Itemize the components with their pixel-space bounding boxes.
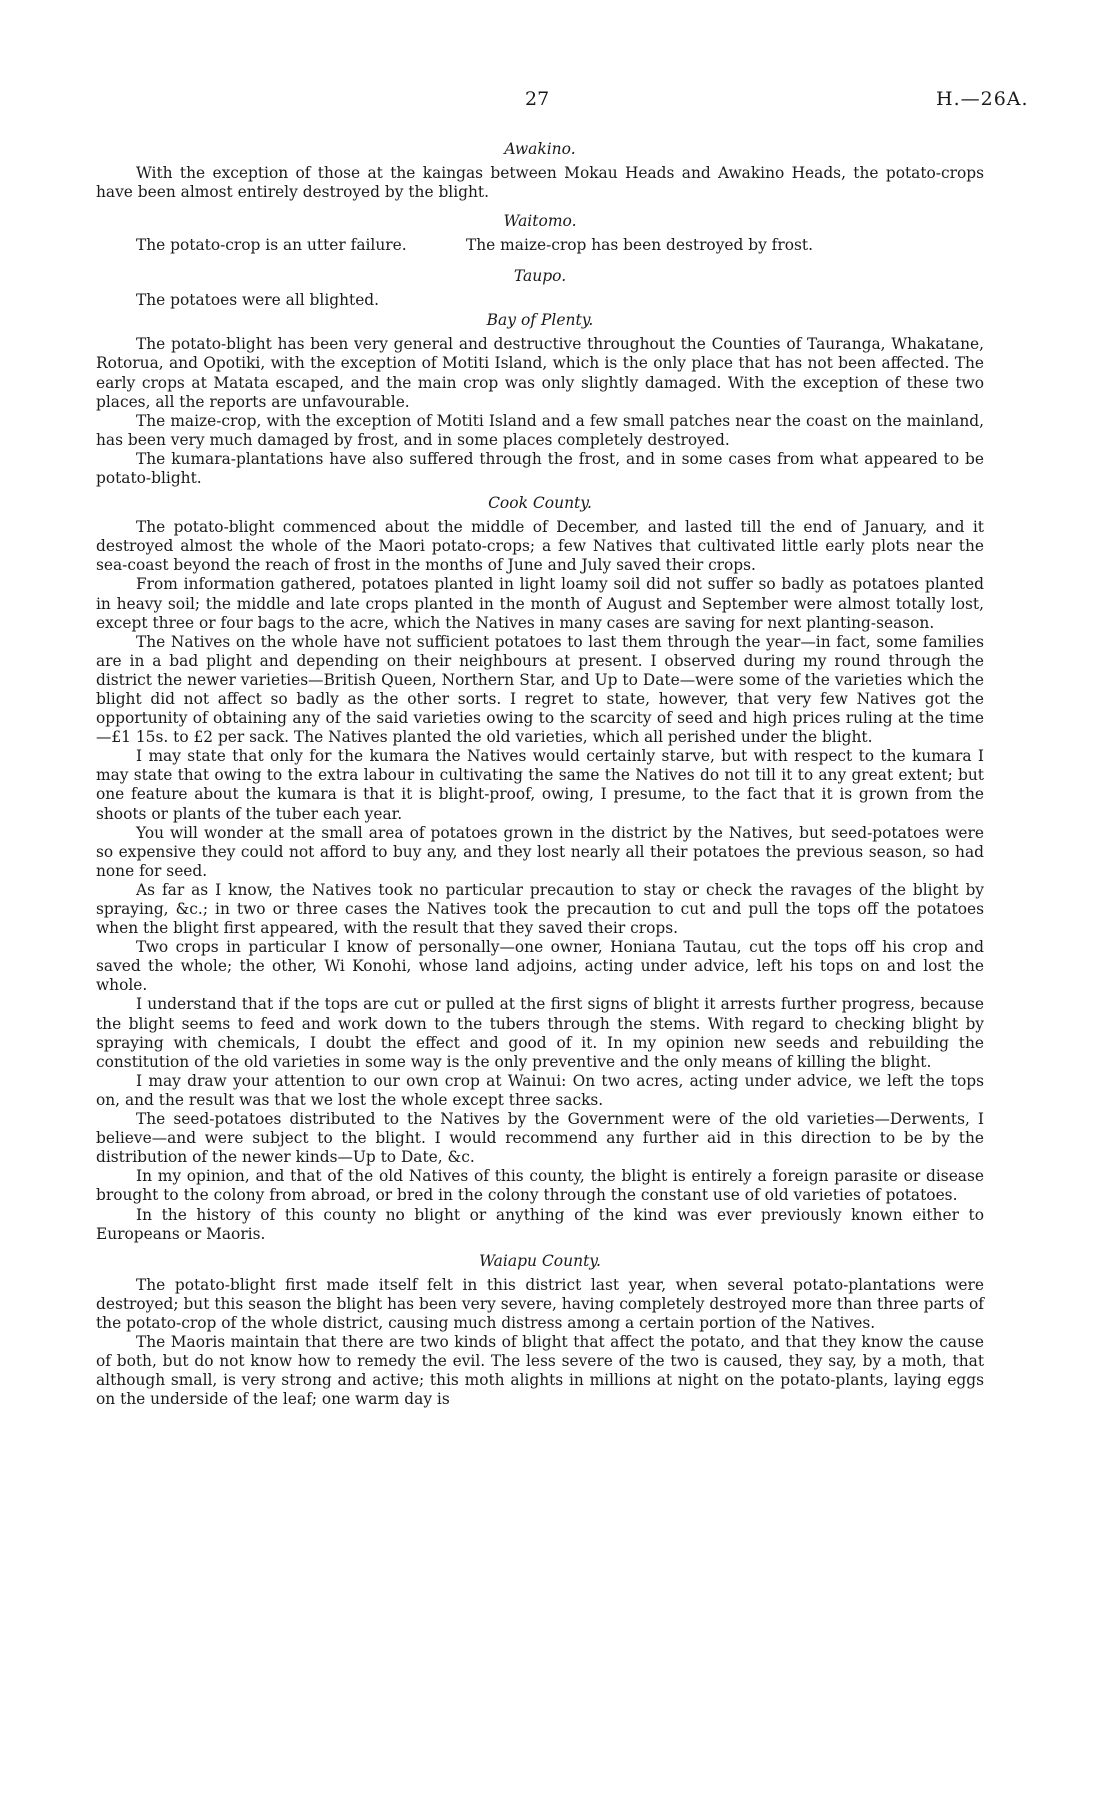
paragraph: The maize-crop has been destroyed by frost.	[466, 236, 813, 255]
paragraph: The potatoes were all blighted.	[136, 291, 380, 310]
paragraph: The seed-potatoes distributed to the Natives by the Government were of the old varieties—Derwents, I believe—and were subject to the blight. I would recommend any further aid in this direction to be by the distribution of the newer kinds—Up to Date, &c.	[96, 1110, 984, 1167]
section-heading: Cook County.	[488, 494, 592, 513]
paragraph: The potato-crop is an utter failure.	[136, 236, 407, 255]
section-taupo	[96, 267, 984, 310]
section-heading: Awakino.	[504, 140, 576, 158]
paragraph: I may state that only for the kumara the Natives would certainly starve, but with respect to the kumara I may state that owing to the extra labour in cultivating the same the Natives do not till it to any great extent; but one feature about the kumara is that it is blight-proof, owing, I presume, to the fact that it is grown from the shoots or plants of the tuber each year.	[96, 747, 984, 823]
paragraph: From information gathered, potatoes planted in light loamy soil did not suffer so badly as potatoes planted in heavy soil; the middle and late crops planted in the month of August and September were almost totally lost, except three or four bags to the acre, which the Natives in many cases are saving for next planting-season.	[96, 575, 984, 632]
paragraph: The potato-blight commenced about the middle of December, and lasted till the end of January, and it destroyed almost the whole of the Maori potato-crops; a few Natives that cultivated little early plots near the sea-coast beyond the reach of frost in the months of June and July saved their crops.	[96, 518, 984, 575]
page-number: 27	[525, 88, 550, 110]
section-waiapu-county	[96, 1252, 984, 1410]
paragraph: In my opinion, and that of the old Natives of this county, the blight is entirely a foreign parasite or disease brought to the colony from abroad, or bred in the colony through the constant use of old varieties of potatoes.	[96, 1167, 984, 1205]
paragraph: The Natives on the whole have not sufficient potatoes to last them through the year—in fact, some families are in a bad plight and depending on their neighbours at present. I observed during my round through the district the newer varieties—British Queen, Northern Star, and Up to Date—were some of the varieties which the blight did not affect so badly as the other sorts. I regret to state, however, that very few Natives got the opportunity of obtaining any of the said varieties owing to the scarcity of seed and high prices ruling at the time—£1 15s. to £2 per sack. The Natives planted the old varieties, which all perished under the blight.	[96, 632, 984, 747]
section-heading: Taupo.	[513, 267, 567, 286]
page-header	[0, 88, 1114, 118]
paragraph: The potato-blight has been very general and destructive throughout the Counties of Tauranga, Whakatane, Rotorua, and Opotiki, with the exception of Motiti Island, which is the only place that has not been affected. The early crops at Matata escaped, and the main crop was only slightly damaged. With the exception of these two places, all the reports are unfavourable.	[96, 335, 984, 411]
section-cook-county	[96, 494, 984, 1244]
paragraph: With the exception of those at the kaingas between Mokau Heads and Awakino Heads, the potato-crops have been almost entirely destroyed by the blight.	[96, 164, 984, 202]
section-heading: Waiapu County.	[479, 1251, 601, 1270]
section-waitomo	[96, 212, 984, 255]
paragraph: Two crops in particular I know of personally—one owner, Honiana Tautau, cut the tops off his crop and saved the whole; the other, Wi Konohi, whose land adjoins, acting under advice, left his tops on and lost the whole.	[96, 938, 984, 995]
section-heading: Waitomo.	[503, 212, 577, 231]
section-heading: Bay of Plenty.	[486, 311, 594, 330]
document-body	[96, 134, 984, 1409]
section-bay-of-plenty	[96, 311, 984, 488]
paragraph: The maize-crop, with the exception of Motiti Island and a few small patches near the coast on the mainland, has been very much damaged by frost, and in some places completely destroyed.	[96, 411, 984, 449]
paragraph: In the history of this county no blight or anything of the kind was ever previously known either to Europeans or Maoris.	[96, 1205, 984, 1243]
paragraph: You will wonder at the small area of potatoes grown in the district by the Natives, but seed-potatoes were so expensive they could not afford to buy any, and they lost nearly all their potatoes the previous season, so had none for seed.	[96, 823, 984, 880]
paragraph: The kumara-plantations have also suffered through the frost, and in some cases from what appeared to be potato-blight.	[96, 449, 984, 488]
paragraph: I may draw your attention to our own crop at Wainui: On two acres, acting under advice, we left the tops on, and the result was that we lost the whole except three sacks.	[96, 1071, 984, 1109]
document-reference: H.—26A.	[936, 88, 1029, 110]
paragraph: As far as I know, the Natives took no particular precaution to stay or check the ravages of the blight by spraying, &c.; in two or three cases the Natives took the precaution to cut and pull the tops off the potatoes when the blight first appeared, with the result that they saved their crops.	[96, 880, 984, 938]
paragraph-row	[96, 236, 984, 255]
section-awakino	[96, 140, 984, 202]
paragraph: I understand that if the tops are cut or pulled at the first signs of blight it arrests further progress, because the blight seems to feed and work down to the tubers through the stems. With regard to checking blight by spraying with chemicals, I doubt the effect and good of it. In my opinion new seeds and rebuilding the constitution of the old varieties in some way is the only preventive and the only means of killing the blight.	[96, 995, 984, 1071]
paragraph: The potato-blight first made itself felt in this district last year, when several potato-plantations were destroyed; but this season the blight has been very severe, having completely destroyed more than three parts of the potato-crop of the whole district, causing much distress among a certain portion of the Natives.	[96, 1275, 984, 1332]
paragraph: The Maoris maintain that there are two kinds of blight that affect the potato, and that they know the cause of both, but do not know how to remedy the evil. The less severe of the two is caused, they say, by a moth, that although small, is very strong and active; this moth alights in millions at night on the potato-plants, laying eggs on the underside of the leaf; one warm day is	[96, 1332, 984, 1409]
